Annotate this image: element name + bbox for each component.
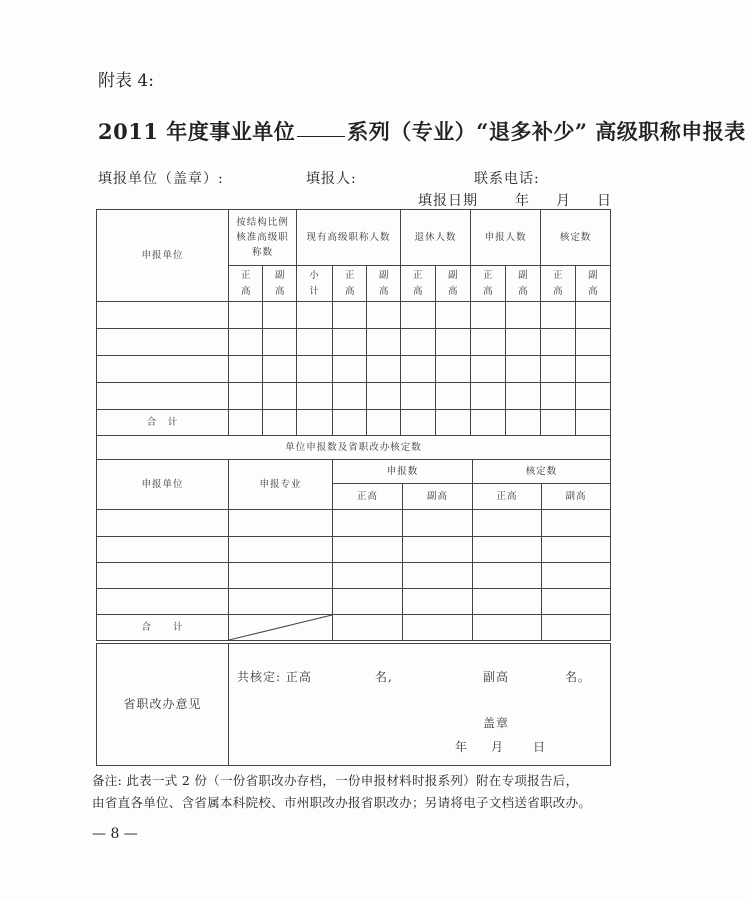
table-row [97,563,611,589]
opinion-label: 省职改办意见 [97,644,229,766]
opinion-table [96,643,611,766]
applied-header: 申报数 [333,460,473,484]
date-month: 月 [556,193,571,209]
diagonal-line [229,615,332,640]
sub-zheng: 正高 [333,266,367,302]
approved-prefix: 共核定: 正高 [237,670,312,684]
sub-zheng: 正高 [401,266,436,302]
table-row [97,302,611,329]
sub-fu: 副高 [542,484,611,510]
sub-zheng: 正高 [229,266,263,302]
sub-zheng: 正高 [471,266,506,302]
table-row [97,589,611,615]
sign-day: 日 [533,740,547,754]
phone-label: 联系电话: [474,171,540,187]
sign-year: 年 [455,740,469,754]
sub-xiaoji: 小计 [297,266,333,302]
sub-fu: 副高 [263,266,297,302]
title-part-2: 系列（专业）“退多补少” 高级职称申报表 [347,119,746,144]
table-row [97,329,611,356]
current-header: 现有高级职称人数 [297,210,401,266]
page-number: — 8 — [92,826,138,842]
approved-header: 核定数 [541,210,611,266]
total-label: 合 计 [97,615,229,641]
notes [92,770,620,814]
title-blank-line [297,136,345,137]
sub-fu: 副高 [576,266,611,302]
sub-zheng: 正高 [333,484,403,510]
sub-zheng: 正高 [541,266,576,302]
diagonal-cell [229,615,333,641]
table-row [97,356,611,383]
unit-label: 填报单位（盖章）: [98,171,224,187]
sub-zheng: 正高 [473,484,542,510]
applied-header: 申报人数 [471,210,541,266]
date-label: 填报日期 [418,193,478,209]
sub-fu: 副高 [367,266,401,302]
approval-table [96,435,611,641]
person-label: 填报人: [306,171,357,187]
sign-month: 月 [491,740,505,754]
date-year: 年 [515,193,530,209]
quota-header: 按结构比例核准高级职称数 [229,210,297,266]
attachment-label: 附表 4: [98,71,154,91]
opinion-body [229,644,611,766]
table-row [97,537,611,563]
table-row [97,510,611,537]
seal-label: 盖章 [483,716,510,730]
total-row [97,615,611,641]
title-part-1: 2011 年度事业单位 [98,119,296,144]
sub-fu: 副高 [403,484,473,510]
retired-header: 退休人数 [401,210,471,266]
section-header: 单位申报数及省职改办核定数 [97,436,611,460]
total-label: 合 计 [97,410,229,436]
date-day: 日 [597,193,612,209]
total-row [97,410,611,436]
page-title [98,116,746,146]
quota-table [96,209,611,436]
table-row [97,383,611,410]
fu-label: 副高 [483,670,510,684]
major-header: 申报专业 [229,460,333,510]
sub-fu: 副高 [506,266,541,302]
unit-header: 申报单位 [97,210,229,302]
sub-fu: 副高 [436,266,471,302]
notes-line-2: 由省直各单位、含省属本科院校、市州职改办报省职改办；另请将电子文档送省职改办。 [92,795,592,810]
notes-line-1: 备注: 此表一式 2 份（一份省职改办存档，一份申报材料时报系列）附在专项报告后， [92,773,579,788]
approved-header: 核定数 [473,460,611,484]
ming-2: 名。 [565,670,592,684]
ming-1: 名, [375,670,393,684]
unit-header: 申报单位 [97,460,229,510]
